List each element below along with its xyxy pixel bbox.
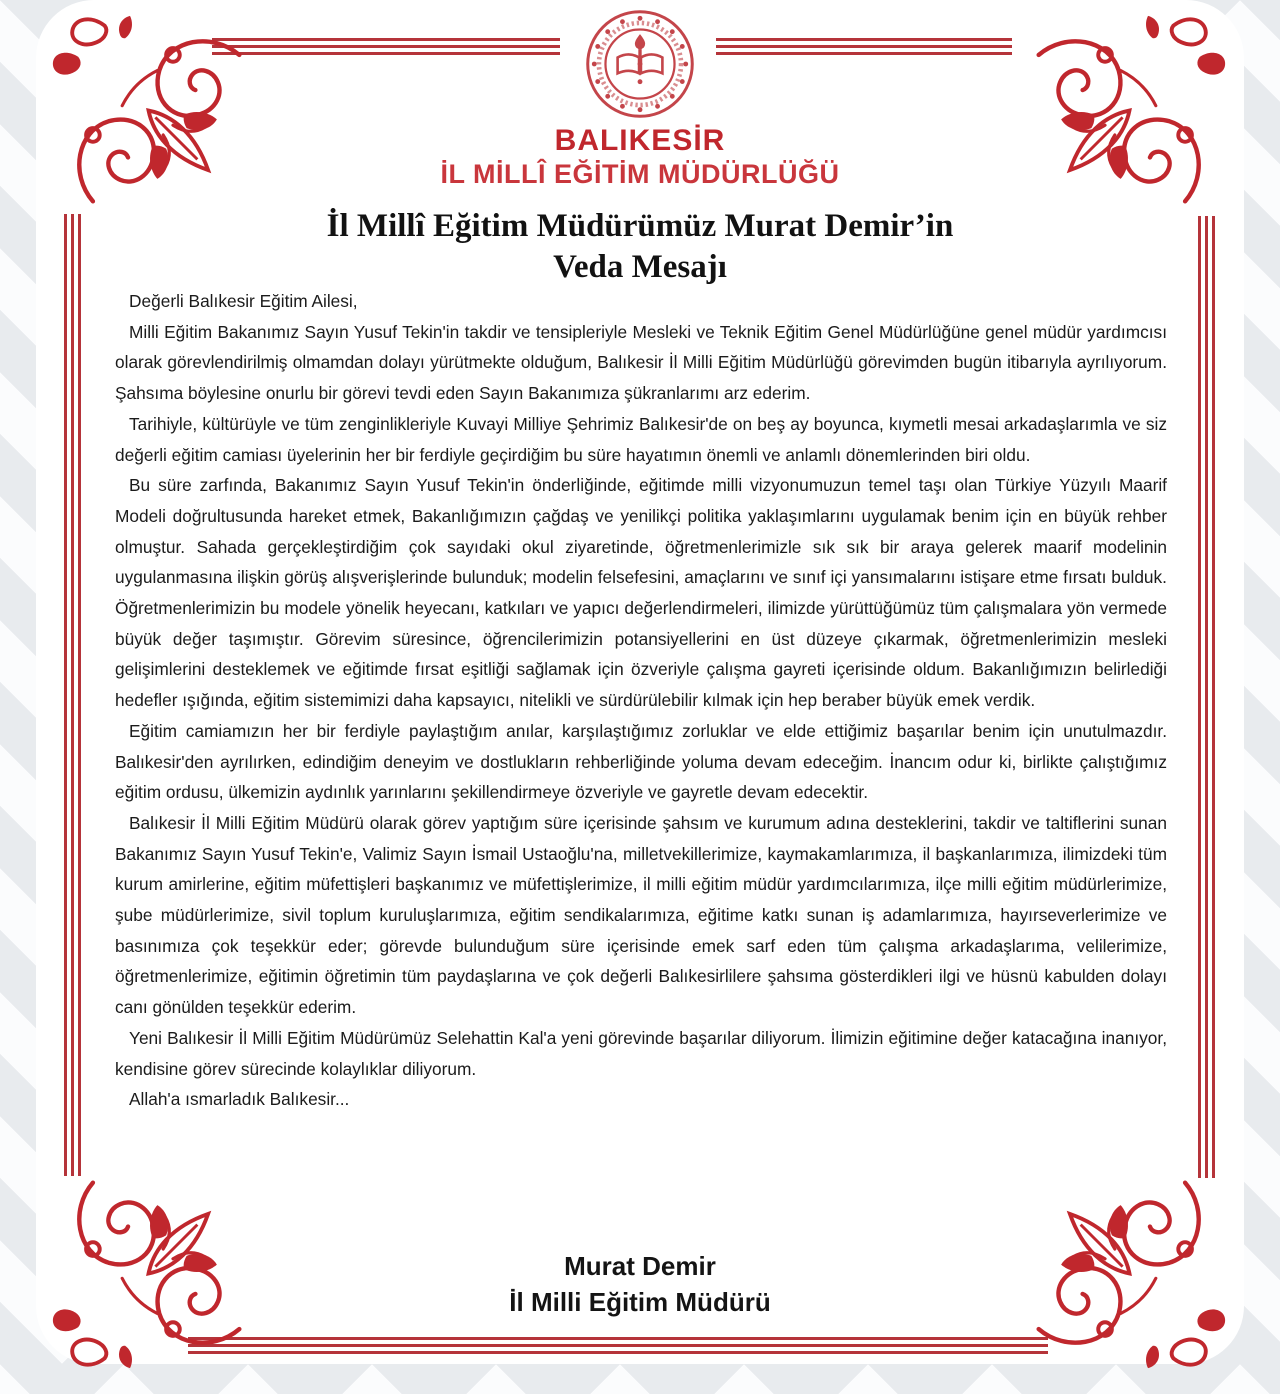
meb-ministry-emblem-icon [584,8,696,120]
paragraph: Milli Eğitim Bakanımız Sayın Yusuf Tekin'in takdir ve tensipleriyle Mesleki ve Teknik Eğitim Genel Müdürlüğüne genel müdür yardımcısı olarak görevlendirilmiş olmamdan dolayı yürütmekte olduğum, Balıkesir İl Milli Eğitim Müdürlüğü görevimden bugün itibarıyla ayrılıyorum. Şahsıma böylesine onurlu bir görevi tevdi eden Sayın Bakanımıza şükranlarımı arz ederim. [115,321,1167,404]
message-body [115,286,1167,1115]
message-title-line2: Veda Mesajı [553,249,727,285]
paragraph: Balıkesir İl Milli Eğitim Müdürü olarak görev yaptığım süre içerisinde şahsım ve kurumum adına desteklerini, takdir ve taltiflerini sunan Bakanımız Sayın Yusuf Tekin'e, Valimiz Sayın İsmail Ustaoğlu'na, milletvekillerimize, kaymakamlarımıza, il başkanlarımıza, ilimizdeki tüm kurum amirlerine, eğitim müfettişleri başkanımız ve müfettişlerimize, il milli eğitim müdür yardımcılarımıza, ilçe milli eğitim müdürlerimize, şube müdürlerimize, sivil toplum kuruluşlarımıza, eğitim sendikalarımıza, eğitime katkı sunan iş adamlarımıza, hayırseverlerimize ve basınımıza çok teşekkür eder; görevde bulunduğum süre içerisinde emek sarf eden tüm çalışma arkadaşlarıma, velilerimize, öğretmenlerimize, eğitimin öğretimin tüm paydaşlarına ve çok değerli Balıkesirlilere şahsıma gösterdikleri ilgi ve hüsnü kabulden dolayı canı gönülden teşekkür ederim. [115,812,1167,1018]
paragraph-greeting: Değerli Balıkesir Eğitim Ailesi, [129,291,358,311]
border-bottom-lines [188,1337,1048,1354]
border-left-lines [64,214,81,1176]
org-city: BALIKESİR [554,124,726,157]
paragraph: Tarihiyle, kültürüyle ve tüm zenginlikleriyle Kuvayi Milliye Şehrimiz Balıkesir'de on beş ay boyunca, kıymetli mesai arkadaşlarımla ve siz değerli eğitim camiası üyelerinin her bir ferdiyle geçirdiğim bu süre hayatımın önemli ve anlamlı dönemlerinden biri oldu. [115,413,1167,465]
org-name: İL MİLLÎ EĞİTİM MÜDÜRLÜĞÜ [440,159,840,189]
paragraph: Bu süre zarfında, Bakanımız Sayın Yusuf Tekin'in önderliğinde, eğitimde milli vizyonumuzun temel taşı olan Türkiye Yüzyılı Maarif Modeli doğrultusunda hareket etmek, Bakanlığımızın çağdaş ve yenilikçi politika yaklaşımlarını uygulamak benim için en büyük rehber olmuştur. Sahada gerçekleştirdiğim çok sayıdaki okul ziyaretinde, öğretmenlerimizle sık sık bir araya gelerek maarif modelinin uygulanmasına ilişkin görüş alışverişlerinde bulunduk; modelin felsefesini, amaçlarını ve sınıf içi yansımalarını istişare etme fırsatı bulduk. Öğretmenlerimizin bu modele yönelik heyecanı, katkıları ve yapıcı değerlendirmeleri, ilimizde yürüttüğümüz tüm çalışmalara yön vermede büyük değer taşımıştır. Görevim süresince, öğrencilerimizin potansiyellerini en üst düzeye çıkarmak, öğretmenlerimizin mesleki gelişimlerini desteklemek ve eğitimde fırsat eşitliği sağlamak için özveriyle çalışma gayreti içerisinde oldum. Bakanlığımızın belirlediği hedefler ışığında, eğitim sistemimizi daha kapsayıcı, nitelikli ve sürdürülebilir kılmak için hep beraber büyük emek verdik. [115,475,1167,711]
paragraph: Eğitim camiamızın her bir ferdiyle paylaştığım anılar, karşılaştığımız zorluklar ve elde ettiğimiz başarılar benim için unutulmazdır. Balıkesir'den ayrılırken, edindiğim deneyim ve dostlukların rehberliğinde yoluma devam edeceğim. İnancım odur ki, birlikte çalıştığımız eğitim ordusu, ülkemizin aydınlık yarınlarını şekillendirmeye özveriyle ve gayretle devam edecektir. [115,720,1167,803]
signature-title: İl Milli Eğitim Müdürü [509,1287,771,1317]
signature-name: Murat Demir [564,1251,716,1281]
message-title [0,206,1280,288]
border-right-lines [1198,216,1215,1178]
letterhead [0,8,1280,190]
paragraph: Yeni Balıkesir İl Milli Eğitim Müdürümüz Selehattin Kal'a yeni görevinde başarılar diliyorum. İlimizin eğitimine değer katacağına inanıyor, kendisine görev sürecinde kolaylıklar diliyorum. [115,1027,1167,1079]
paragraph-farewell: Allah'a ısmarladık Balıkesir... [129,1089,350,1110]
message-title-line1: İl Millî Eğitim Müdürümüz Murat Demir’in [326,208,954,244]
signature-block [0,1248,1280,1320]
